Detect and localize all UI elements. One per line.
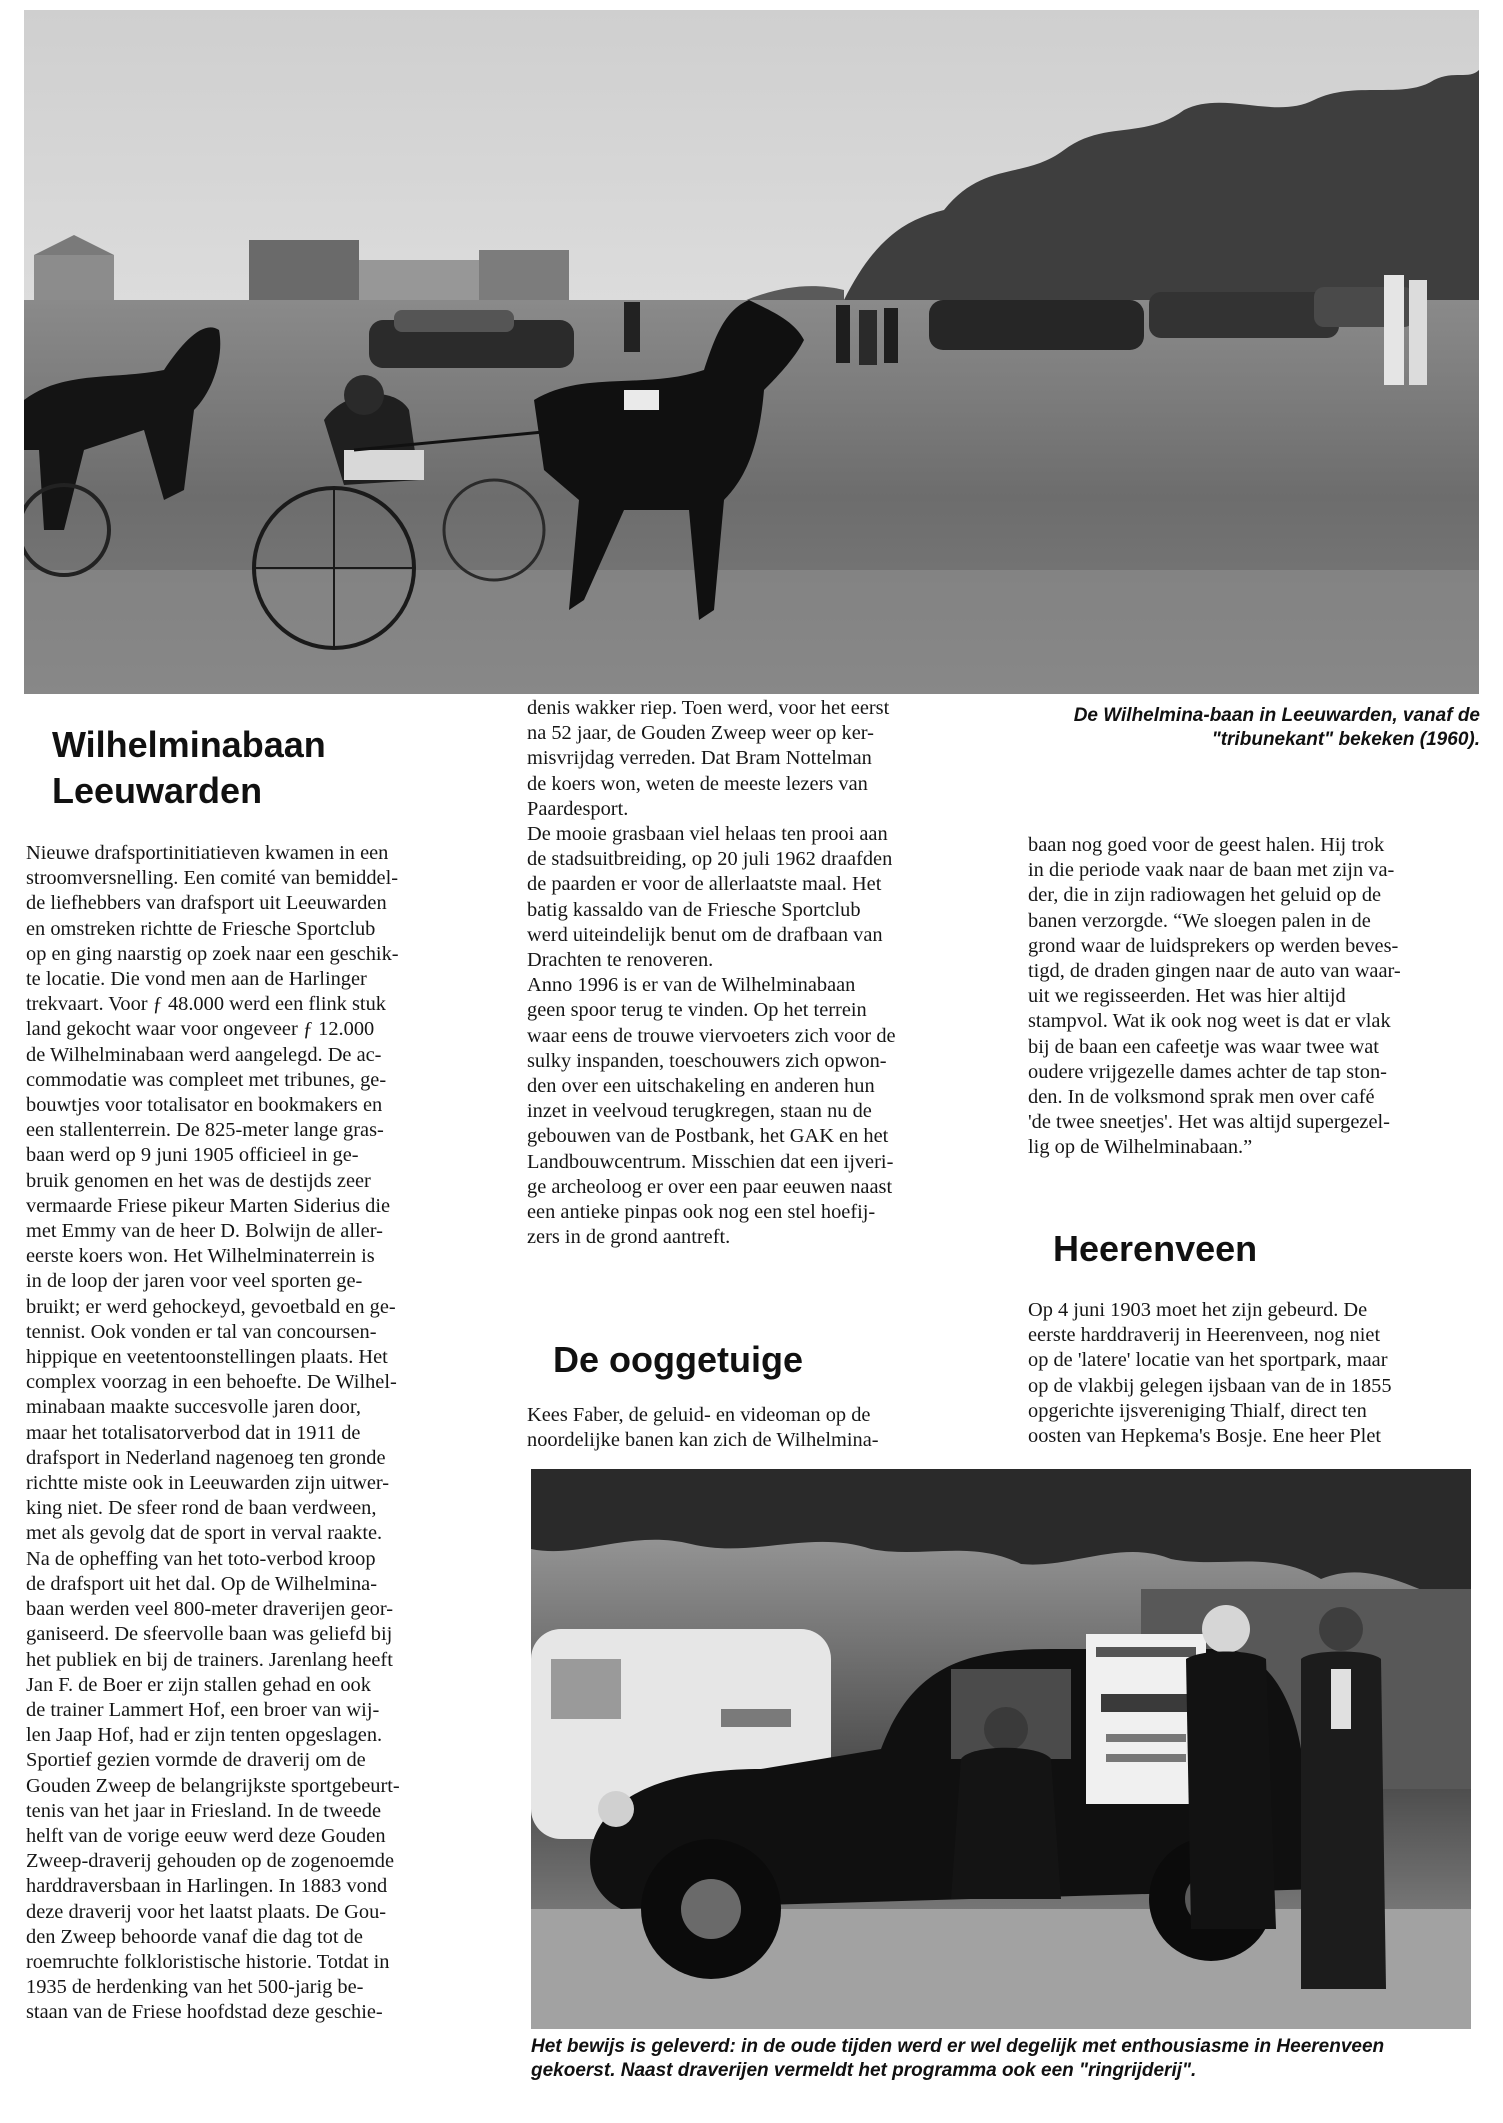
- caption-line: De Wilhelmina-baan in Leeuwarden, vanaf de: [1073, 705, 1480, 726]
- text-line: Op 4 juni 1903 moet het zijn gebeurd. De: [1028, 1299, 1368, 1321]
- text-line: commodatie was compleet met tribunes, ge-: [26, 1068, 387, 1091]
- photo-trotting-race: [24, 10, 1479, 694]
- heading-line: Wilhelminabaan: [52, 724, 326, 765]
- text-line: op de 'latere' locatie van het sportpark, maar: [1028, 1349, 1388, 1372]
- text-line: de liefhebbers van drafsport uit Leeuwarden: [26, 892, 387, 915]
- text-line: len Jaap Hof, had er zijn tenten opgeslagen.: [26, 1724, 383, 1747]
- text-line: denis wakker riep. Toen werd, voor het eerst: [527, 697, 890, 719]
- text-line: de paarden er voor de allerlaatste maal. Het: [527, 873, 882, 896]
- text-line: met als gevolg dat de sport in verval raakte.: [26, 1522, 383, 1545]
- text-line: 1935 de herdenking van het 500-jarig be-: [26, 1976, 364, 1999]
- text-line: vermaarde Friese pikeur Marten Siderius die: [26, 1194, 391, 1217]
- text-line: op en ging naarstig op zoek naar een geschik-: [26, 942, 399, 965]
- text-line: minabaan maakte succesvolle jaren door,: [26, 1396, 361, 1419]
- text-line: hippique en veetentoonstellingen plaats. Het: [26, 1346, 388, 1369]
- text-line: deze draverij voor het laatst plaats. De Gou-: [26, 1900, 387, 1923]
- text-line: opgerichte ijsvereniging Thialf, direct ten: [1028, 1399, 1367, 1422]
- photo-caption-top: [1025, 704, 1480, 752]
- text-line: batig kassaldo van de Friesche Sportclub: [527, 898, 861, 921]
- text-line: gebouwen van de Postbank, het GAK en het: [527, 1125, 889, 1148]
- text-line: en omstreken richtte de Friesche Sportclub: [26, 917, 376, 940]
- text-line: de trainer Lammert Hof, een broer van wij-: [26, 1698, 380, 1721]
- text-line: ganiseerd. De sfeervolle baan was geliefd bij: [26, 1623, 393, 1646]
- text-line: inzet in veelvoud terugkregen, staan nu de: [527, 1100, 872, 1123]
- text-line: ge archeoloog er over een paar eeuwen naast: [527, 1175, 893, 1198]
- text-line: richtte miste ook in Leeuwarden zijn uitwer-: [26, 1472, 390, 1495]
- text-line: uit we regisseerden. Het was hier altijd: [1028, 985, 1346, 1008]
- text-line: drafsport in Nederland nagenoeg ten gronde: [26, 1446, 386, 1469]
- section-heading-heerenveen: Heerenveen: [1053, 1228, 1258, 1269]
- article-column-2: [527, 696, 997, 1250]
- text-line: waar eens de trouwe viervoeters zich voor de: [527, 1024, 896, 1047]
- text-line: misvrijdag verreden. Dat Bram Nottelman: [527, 747, 872, 770]
- text-line: banen verzorgde. “We sloegen palen in de: [1028, 909, 1371, 932]
- text-line: Landbouwcentrum. Misschien dat een ijveri-: [527, 1150, 894, 1173]
- text-line: na 52 jaar, de Gouden Zweep weer op ker-: [527, 722, 874, 745]
- text-line: bruik genomen en het was de destijds zeer: [26, 1169, 371, 1192]
- text-line: Zweep-draverij gehouden op de zogenoemde: [26, 1850, 395, 1873]
- text-line: in de loop der jaren voor veel sporten ge-: [26, 1270, 363, 1293]
- ooggetuige-intro: [527, 1403, 997, 1453]
- text-line: bouwtjes voor totalisator en bookmakers en: [26, 1094, 383, 1117]
- text-line: Nieuwe drafsportinitiatieven kwamen in een: [26, 842, 389, 864]
- text-line: oosten van Hepkema's Bosje. Ene heer Plet: [1028, 1425, 1382, 1448]
- photo-caption-bottom: [531, 2035, 1476, 2083]
- text-line: de koers won, weten de meeste lezers van: [527, 772, 868, 795]
- text-line: de drafsport uit het dal. Op de Wilhelmina-: [26, 1572, 378, 1595]
- text-line: eerste harddraverij in Heerenveen, nog niet: [1028, 1324, 1381, 1347]
- section-heading-ooggetuige: De ooggetuige: [553, 1339, 803, 1380]
- caption-line: gekoerst. Naast draverijen vermeldt het programma ook een "ringrijderij".: [531, 2060, 1197, 2081]
- text-line: grond waar de luidsprekers op werden beves-: [1028, 934, 1399, 957]
- text-line: Drachten te renoveren.: [527, 949, 714, 972]
- text-line: bruikt; er werd gehockeyd, gevoetbald en ge-: [26, 1295, 396, 1318]
- heading-line: Leeuwarden: [52, 770, 263, 811]
- section-heading-wilhelminabaan: [52, 722, 482, 814]
- text-line: den. In de volksmond sprak men over café: [1028, 1086, 1375, 1109]
- text-line: het publiek en bij de trainers. Jarenlang heeft: [26, 1648, 393, 1671]
- text-line: complex voorzag in een behoefte. De Wilhel-: [26, 1371, 397, 1394]
- text-line: op de vlakbij gelegen ijsbaan van de in 1855: [1028, 1374, 1392, 1397]
- text-line: land gekocht waar voor ongeveer ƒ 12.000: [26, 1018, 375, 1041]
- article-column-1: [26, 841, 496, 2026]
- heerenveen-text: [1028, 1298, 1488, 1449]
- text-line: De mooie grasbaan viel helaas ten prooi aan: [527, 823, 888, 846]
- text-line: oudere vrijgezelle dames achter de tap ston-: [1028, 1060, 1387, 1083]
- text-line: in die periode vaak naar de baan met zijn va-: [1028, 859, 1395, 882]
- text-line: trekvaart. Voor ƒ 48.000 werd een flink stuk: [26, 993, 386, 1016]
- text-line: zers in de grond aantreft.: [527, 1226, 731, 1249]
- text-line: Sportief gezien vormde de draverij om de: [26, 1749, 366, 1772]
- text-line: helft van de vorige eeuw werd deze Gouden: [26, 1824, 386, 1847]
- text-line: te locatie. Die vond men aan de Harlinger: [26, 968, 367, 991]
- text-line: tigd, de draden gingen naar de auto van waar-: [1028, 960, 1401, 983]
- text-line: bij de baan een cafeetje was waar twee wat: [1028, 1035, 1379, 1058]
- text-line: den over een uitschakeling en anderen hun: [527, 1075, 875, 1098]
- article-column-3: [1028, 833, 1488, 1161]
- text-line: Paardesport.: [527, 797, 629, 820]
- text-line: met Emmy van de heer D. Bolwijn de aller-: [26, 1220, 383, 1243]
- text-line: stampvol. Wat ik ook nog weet is dat er vlak: [1028, 1010, 1391, 1033]
- text-line: harddraversbaan in Harlingen. In 1883 vond: [26, 1875, 388, 1898]
- text-line: een antieke pinpas ook nog een stel hoefij-: [527, 1201, 876, 1224]
- text-line: staan van de Friese hoofdstad deze geschie-: [26, 2001, 383, 2024]
- text-line: de stadsuitbreiding, op 20 juli 1962 draafden: [527, 848, 893, 871]
- text-line: eerste koers won. Het Wilhelminaterrein is: [26, 1245, 375, 1268]
- text-line: baan nog goed voor de geest halen. Hij trok: [1028, 834, 1385, 856]
- text-line: Anno 1996 is er van de Wilhelminabaan: [527, 974, 856, 997]
- text-line: geen spoor terug te vinden. Op het terrein: [527, 999, 867, 1022]
- text-line: noordelijke banen kan zich de Wilhelmina-: [527, 1429, 879, 1452]
- text-line: 'de twee sneetjes'. Het was altijd supergezel-: [1028, 1111, 1390, 1134]
- text-line: werd uiteindelijk benut om de drafbaan van: [527, 923, 883, 946]
- text-line: Gouden Zweep de belangrijkste sportgebeurt-: [26, 1774, 400, 1797]
- text-line: stroomversnelling. Een comité van bemiddel-: [26, 867, 399, 890]
- text-line: maar het totalisatorverbod dat in 1911 de: [26, 1421, 361, 1444]
- text-line: de Wilhelminabaan werd aangelegd. De ac-: [26, 1043, 382, 1066]
- text-line: sulky inspanden, toeschouwers zich opwon-: [527, 1049, 887, 1072]
- text-line: king niet. De sfeer rond de baan verdween,: [26, 1497, 377, 1520]
- text-line: tennist. Ook vonden er tal van concoursen-: [26, 1320, 377, 1343]
- text-line: Na de opheffing van het toto-verbod kroop: [26, 1547, 376, 1570]
- caption-line: "tribunekant" bekeken (1960).: [1211, 729, 1480, 750]
- text-line: Jan F. de Boer er zijn stallen gehad en ook: [26, 1673, 371, 1696]
- text-line: baan werden veel 800-meter draverijen geor-: [26, 1598, 394, 1621]
- text-line: den Zweep behoorde vanaf die dag tot de: [26, 1925, 363, 1948]
- text-line: roemruchte folkloristische historie. Totdat in: [26, 1950, 390, 1973]
- photo-heerenveen-car: [531, 1469, 1471, 2029]
- text-line: een stallenterrein. De 825-meter lange gras-: [26, 1119, 384, 1142]
- text-line: tenis van het jaar in Friesland. In de tweede: [26, 1799, 382, 1822]
- text-line: Kees Faber, de geluid- en videoman op de: [527, 1404, 871, 1426]
- text-line: der, die in zijn radiowagen het geluid op de: [1028, 884, 1382, 907]
- caption-line: Het bewijs is geleverd: in de oude tijden werd er wel degelijk met enthousiasme in Heerenveen: [531, 2036, 1385, 2057]
- text-line: baan werd op 9 juni 1905 officieel in ge-: [26, 1144, 359, 1167]
- text-line: lig op de Wilhelminabaan.”: [1028, 1136, 1253, 1159]
